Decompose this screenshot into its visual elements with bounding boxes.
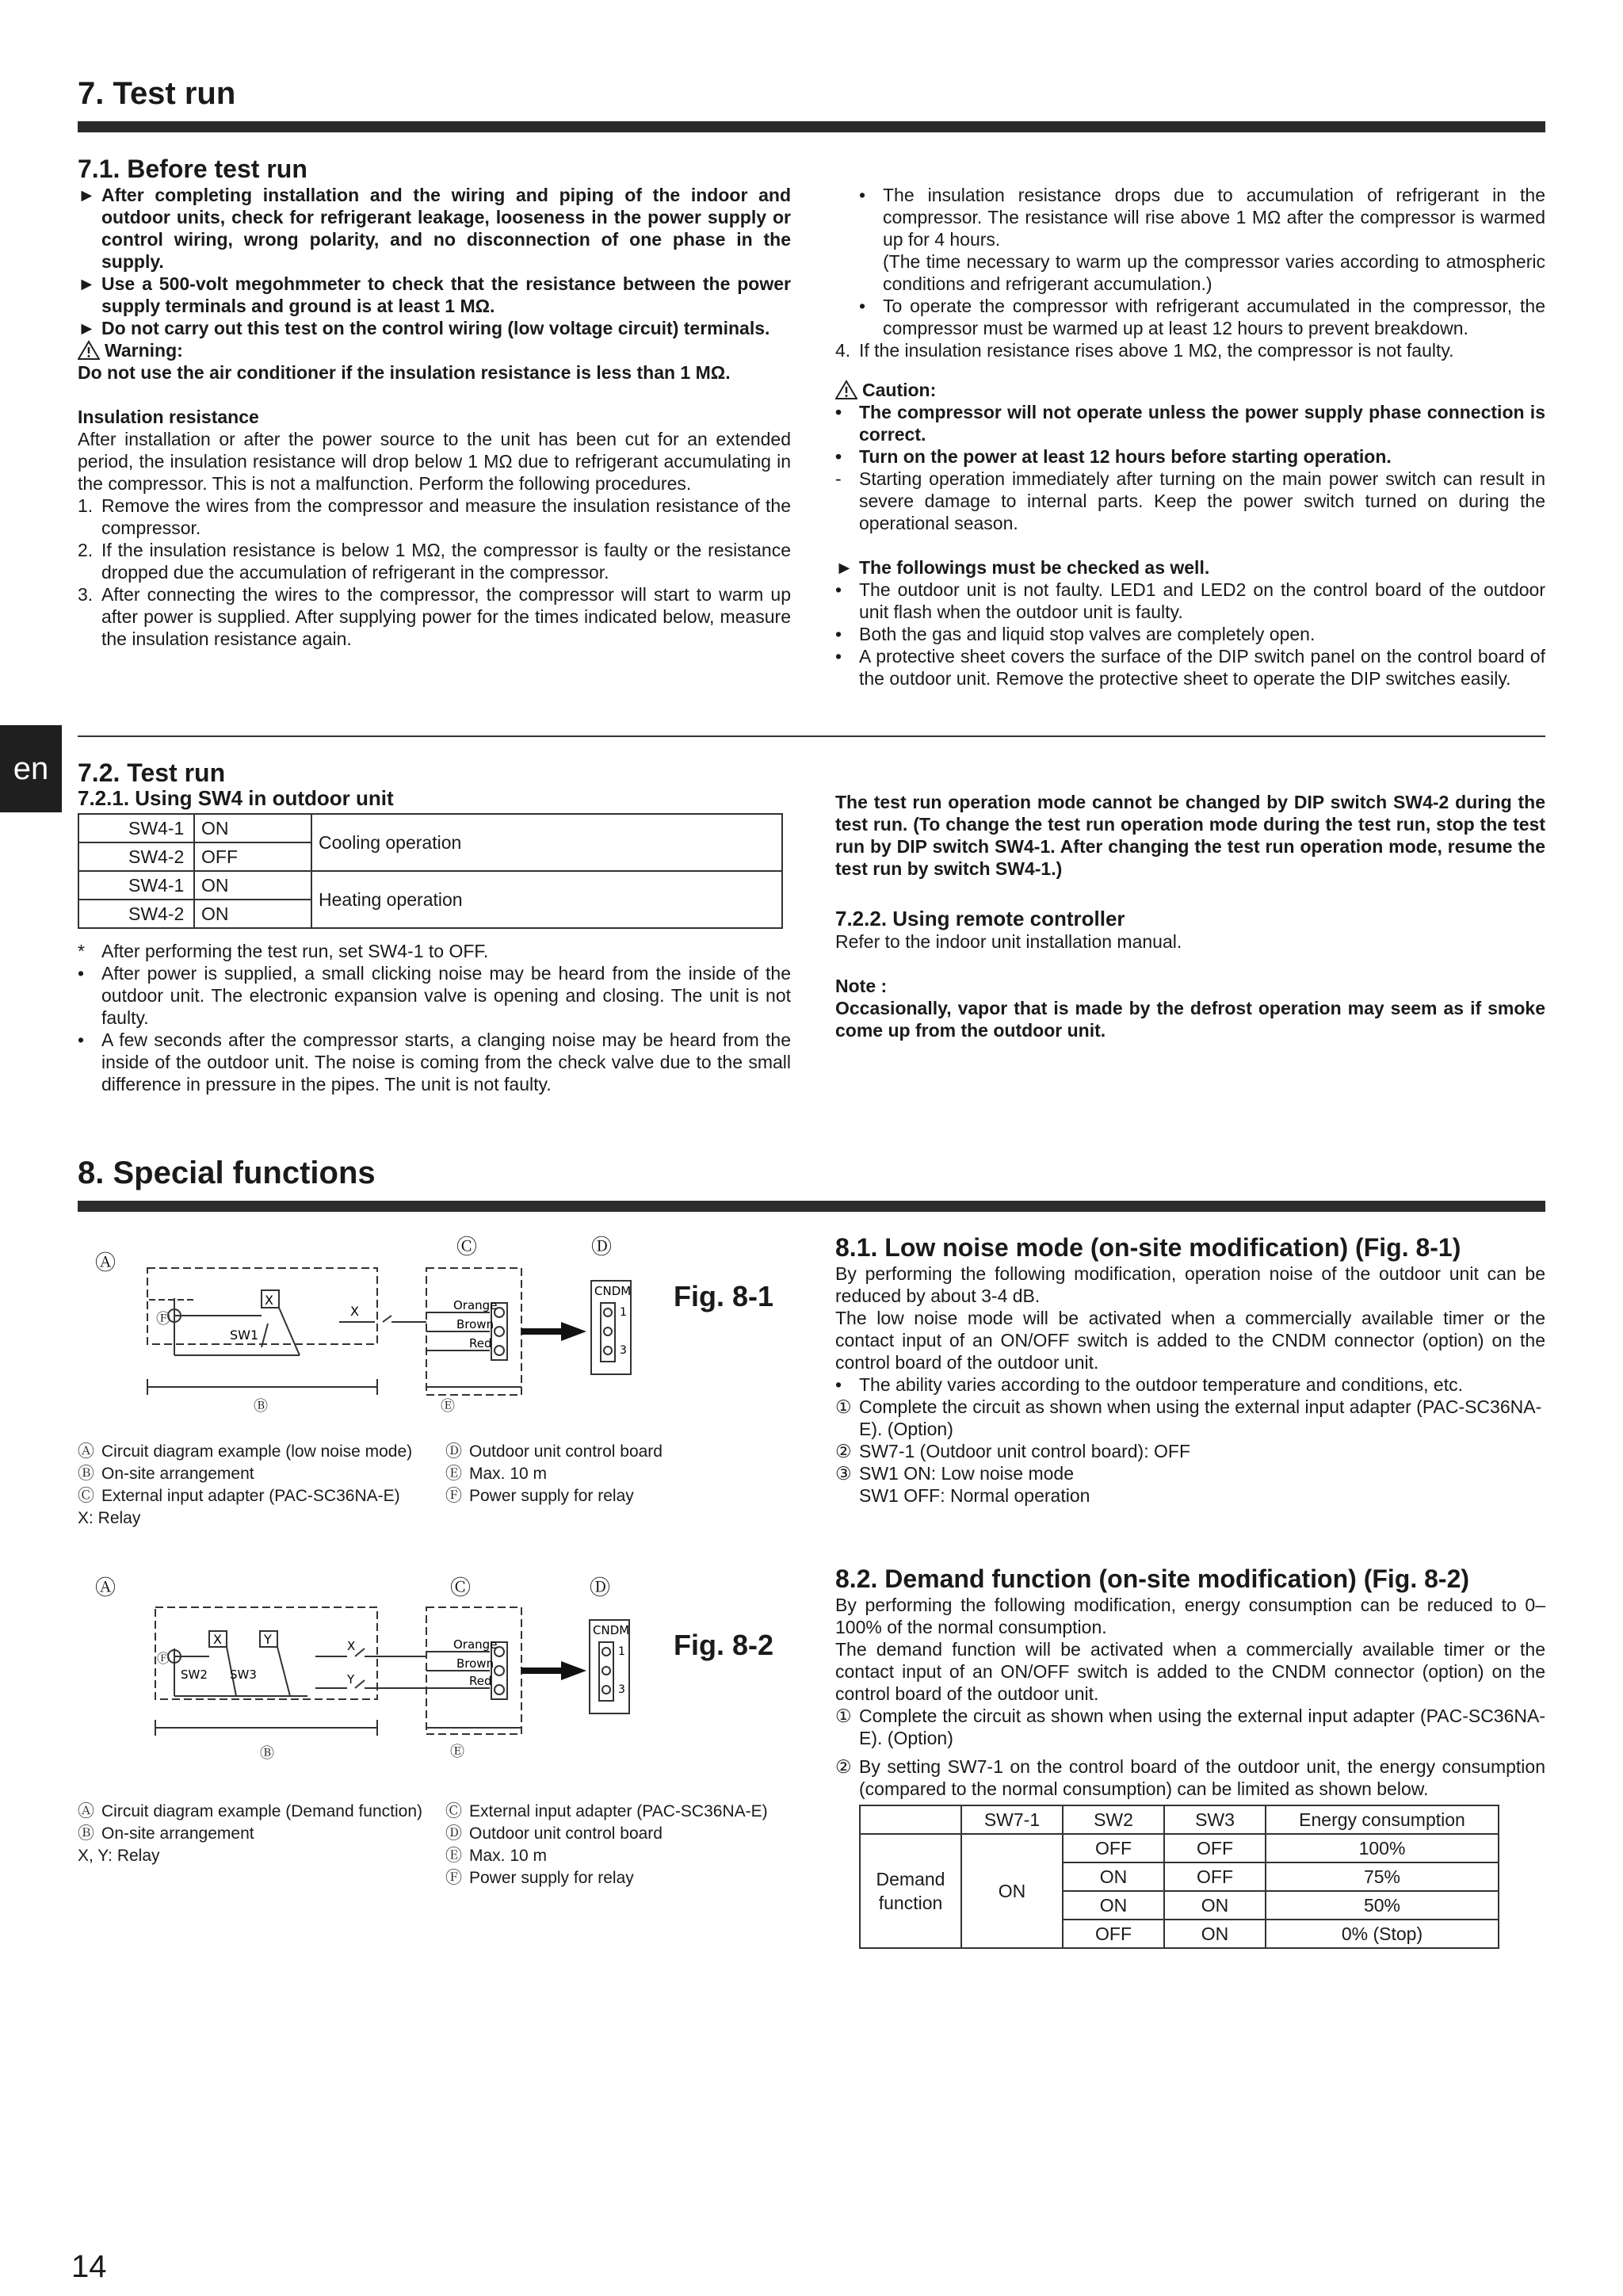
- s721-title: 7.2.1. Using SW4 in outdoor unit: [78, 786, 394, 810]
- caption-text: Power supply for relay: [469, 1869, 634, 1887]
- table-cell: OFF: [194, 842, 311, 871]
- section-8-bar: [78, 1201, 1545, 1212]
- s71-title: 7.1. Before test run: [78, 155, 307, 183]
- caption: [78, 1441, 450, 1463]
- check-item: [835, 579, 1545, 623]
- caution-item: [835, 445, 1545, 468]
- procedure-text: Remove the wires from the compressor and measure the insulation resistance of the compressor.: [101, 495, 791, 538]
- step-marker: ►: [78, 318, 96, 338]
- pin-label: 1: [620, 1306, 627, 1319]
- caution-icon: [835, 380, 857, 400]
- item-text: Complete the circuit as shown when using the external input adapter (PAC-SC36NA-E). (Option): [859, 1396, 1542, 1439]
- item-text: The ability varies according to the outdoor temperature and conditions, etc.: [859, 1374, 1463, 1395]
- caution-marker: •: [835, 402, 842, 422]
- switch-label: SW1: [230, 1328, 259, 1343]
- caption: [78, 1463, 450, 1485]
- caption: [78, 1801, 450, 1823]
- cooling-operation-cell: Cooling operation: [311, 814, 782, 871]
- mark-d: Ⓓ: [590, 1576, 611, 1600]
- caption-text: On-site arrangement: [101, 1824, 254, 1843]
- bullet-item: [859, 295, 1545, 339]
- note-marker: •: [78, 1030, 85, 1050]
- caption: [445, 1485, 794, 1507]
- caption-key: Ⓓ: [445, 1824, 462, 1843]
- caution-heading: [835, 379, 1545, 401]
- warning-text: Do not use the air conditioner if the insulation resistance is less than 1 MΩ.: [78, 362, 731, 383]
- caption: [445, 1867, 794, 1889]
- caption-text: Power supply for relay: [469, 1487, 634, 1505]
- procedure-item: [78, 583, 791, 650]
- item-marker: ①: [835, 1706, 852, 1726]
- relay-y-contact: Y: [347, 1672, 355, 1687]
- note-text: Occasionally, vapor that is made by the defrost operation may seem as if smoke come up from the outdoor unit.: [835, 998, 1545, 1041]
- check-item: [835, 623, 1545, 645]
- caption-text: Max. 10 m: [469, 1465, 548, 1483]
- mark-b: Ⓑ: [260, 1745, 274, 1762]
- caution-marker: •: [835, 446, 842, 467]
- sw2-label: SW2: [181, 1668, 208, 1682]
- table-header: SW7-1: [961, 1805, 1063, 1834]
- mark-e: Ⓔ: [441, 1398, 455, 1415]
- procedure-text: After connecting the wires to the compressor, the compressor will start to warm up after power is supplied. After supplying power for the times indicated below, measure the insulation resistance again.: [101, 584, 791, 649]
- mark-f: Ⓕ: [156, 1311, 170, 1328]
- pin-label: 3: [620, 1344, 627, 1357]
- mark-a: Ⓐ: [95, 1576, 116, 1600]
- procedure-marker: 1.: [78, 495, 94, 516]
- caption-key: Ⓒ: [78, 1487, 94, 1505]
- s722-text: Refer to the indoor unit installation manual.: [835, 931, 1182, 952]
- step-marker: ►: [78, 185, 96, 205]
- note-text: A few seconds after the compressor starts, a clanging noise may be heard from the inside of the outdoor unit. The noise is coming from the check valve due to the small difference in pressure in the pipes. The unit is not faulty.: [101, 1030, 791, 1095]
- caption: [445, 1801, 794, 1823]
- insulation-title: Insulation resistance: [78, 407, 259, 427]
- bullet-marker: [859, 250, 883, 295]
- table-cell: ON: [1164, 1920, 1266, 1948]
- caution-item: [835, 468, 1545, 534]
- arrow-icon: ►: [835, 557, 854, 578]
- procedure-item: [78, 495, 791, 539]
- note-marker: *: [78, 941, 85, 961]
- s71-right-column: [835, 184, 1545, 690]
- s82-p2: The demand function will be activated when a commercially available timer or the contact input of an ON/OFF switch is added to the CNDM connector (option) on the control board of the outdoor unit.: [835, 1639, 1545, 1704]
- step-text: Do not carry out this test on the control wiring (low voltage circuit) terminals.: [101, 318, 770, 338]
- connector-label: CNDM: [593, 1623, 630, 1637]
- check-item: [835, 645, 1545, 690]
- caption: [445, 1845, 794, 1867]
- caption-key: Ⓐ: [78, 1442, 94, 1461]
- s81-item: [835, 1462, 1545, 1484]
- item-text: Complete the circuit as shown when using the external input adapter (PAC-SC36NA-E). (Option): [859, 1706, 1545, 1748]
- caption-text: External input adapter (PAC-SC36NA-E): [469, 1802, 768, 1820]
- procedure-text: If the insulation resistance rises above 1 MΩ, the compressor is not faulty.: [859, 340, 1454, 361]
- bullet-text: (The time necessary to warm up the compressor varies according to atmospheric conditions and refrigerant accumulation.): [883, 251, 1545, 294]
- figure-8-1-label: Fig. 8-1: [674, 1280, 774, 1312]
- bullet-icon: •: [835, 579, 842, 600]
- table-header: SW3: [1164, 1805, 1266, 1834]
- wire-label: Brown: [456, 1317, 495, 1331]
- sw4-table: [78, 813, 783, 929]
- caption-text: Circuit diagram example (low noise mode): [101, 1442, 413, 1461]
- demand-table: [859, 1805, 1499, 1949]
- step-text: Use a 500-volt megohmmeter to check that the resistance between the power supply terminals and ground is at least 1 MΩ.: [101, 273, 791, 316]
- note-item: [78, 1029, 791, 1095]
- table-cell: 100%: [1266, 1834, 1499, 1862]
- bullet-item: [859, 250, 1545, 295]
- item-marker: ①: [835, 1396, 852, 1417]
- figure-8-2: [78, 1569, 807, 1775]
- table-cell: ON: [1164, 1891, 1266, 1920]
- s82-items: [835, 1705, 1545, 1800]
- s71-step: [78, 317, 791, 339]
- warning-icon: [78, 340, 100, 361]
- check-text: A protective sheet covers the surface of the DIP switch panel on the control board of the outdoor unit. Remove the protective sheet to operate the DIP switches easily.: [859, 646, 1545, 689]
- table-row: [78, 814, 782, 842]
- item-marker: ②: [835, 1441, 852, 1461]
- s81-item: [835, 1484, 1545, 1507]
- mark-c: Ⓒ: [450, 1576, 472, 1600]
- table-cell: ON: [194, 900, 311, 928]
- relay-x-contact: X: [347, 1639, 356, 1653]
- table-cell: 75%: [1266, 1862, 1499, 1891]
- relay-label: X: [265, 1293, 273, 1308]
- wire-label: Red: [469, 1674, 492, 1688]
- item-text: SW1 ON: Low noise mode: [859, 1463, 1075, 1484]
- sw71-cell: ON: [961, 1834, 1063, 1948]
- table-row: [860, 1834, 1499, 1862]
- table-cell: OFF: [1164, 1834, 1266, 1862]
- section-7-title: 7. Test run: [78, 76, 236, 111]
- figure-8-1: [78, 1236, 807, 1435]
- caution-text: The compressor will not operate unless the power supply phase connection is correct.: [859, 402, 1545, 445]
- s81-p1: By performing the following modification, operation noise of the outdoor unit can be reduced by about 3-4 dB.: [835, 1263, 1545, 1306]
- insulation-procedures: [78, 495, 791, 650]
- mark-c: Ⓒ: [456, 1236, 478, 1259]
- warning-label: Warning:: [105, 340, 183, 361]
- caution-text: Starting operation immediately after turning on the main power switch can result in severe damage to internal parts. Keep the power switch turned on during the operational season.: [859, 468, 1545, 533]
- wire-label: Orange: [453, 1637, 498, 1652]
- bullet-icon: •: [835, 646, 842, 667]
- caption-key: Ⓑ: [78, 1824, 94, 1843]
- caution-item: [835, 401, 1545, 445]
- s81-item: [835, 1373, 1545, 1396]
- table-header: SW2: [1063, 1805, 1164, 1834]
- check-heading: [835, 556, 1545, 579]
- procedure-item: [78, 539, 791, 583]
- mark-d: Ⓓ: [591, 1236, 613, 1259]
- caption-text: External input adapter (PAC-SC36NA-E): [101, 1487, 400, 1505]
- bullet-marker: •: [859, 185, 866, 205]
- s71-step: [78, 273, 791, 317]
- table-header: [860, 1805, 961, 1834]
- caption-key: Ⓔ: [445, 1847, 462, 1865]
- s71-step: [78, 184, 791, 273]
- item-text: SW1 OFF: Normal operation: [859, 1485, 1090, 1506]
- page-number: 14: [71, 2249, 107, 2284]
- table-header: Energy consumption: [1266, 1805, 1499, 1834]
- pin-label: 3: [618, 1683, 625, 1696]
- warning-heading: [78, 339, 791, 361]
- table-cell: SW4-1: [78, 871, 194, 900]
- item-marker: [835, 1484, 859, 1507]
- note-item: [78, 962, 791, 1029]
- fig1-captions-right: [445, 1441, 794, 1507]
- s82-title: 8.2. Demand function (on-site modification) (Fig. 8-2): [835, 1564, 1470, 1593]
- caution-text: Turn on the power at least 12 hours before starting operation.: [859, 446, 1392, 467]
- table-cell: SW4-2: [78, 842, 194, 871]
- caution-marker: -: [835, 468, 842, 489]
- note-item: [78, 940, 791, 962]
- check-items: [835, 579, 1545, 690]
- table-cell: ON: [194, 814, 311, 842]
- section-divider: [78, 735, 1545, 737]
- s81-p2: The low noise mode will be activated when a commercially available timer or the contact input of an ON/OFF switch is added to the CNDM connector (option) on the control board of the outdoor unit.: [835, 1308, 1545, 1373]
- test-mode-note: The test run operation mode cannot be changed by DIP switch SW4-2 during the test run. (To change the test run operation mode during the test run, stop the test run by DIP switch SW4-1. After changing the test run operation mode, resume the test run by switch SW4-1.): [835, 792, 1545, 879]
- caption-key: Ⓓ: [445, 1442, 462, 1461]
- item-text: By setting SW7-1 on the control board of the outdoor unit, the energy consumption (compared to the normal consumption) can be limited as shown below.: [859, 1756, 1545, 1799]
- procedure-marker: 3.: [78, 584, 94, 605]
- procedure-marker: 2.: [78, 540, 94, 560]
- caption-text: Outdoor unit control board: [469, 1824, 663, 1843]
- note-text: After performing the test run, set SW4-1 to OFF.: [101, 941, 489, 961]
- figure-8-2-label: Fig. 8-2: [674, 1629, 774, 1661]
- table-row: [78, 871, 782, 900]
- table-cell: SW4-1: [78, 814, 194, 842]
- procedure-text: If the insulation resistance is below 1 MΩ, the compressor is faulty or the resistance dropped due the accumulation of refrigerant in the compressor.: [101, 540, 791, 583]
- relay-note: X: Relay: [78, 1509, 141, 1527]
- s72-title: 7.2. Test run: [78, 758, 226, 787]
- wire-label: Red: [469, 1336, 492, 1350]
- caption-text: Outdoor unit control board: [469, 1442, 663, 1461]
- mark-e: Ⓔ: [450, 1744, 464, 1760]
- table-cell: OFF: [1063, 1920, 1164, 1948]
- step-marker: ►: [78, 273, 96, 294]
- caption-key: Ⓔ: [445, 1465, 462, 1483]
- bullet-text: The insulation resistance drops due to accumulation of refrigerant in the compressor. The resistance will rise above 1 MΩ after the compressor is warmed up for 4 hours.: [883, 185, 1545, 250]
- caption-text: Max. 10 m: [469, 1847, 548, 1865]
- check-text: The outdoor unit is not faulty. LED1 and LED2 on the control board of the outdoor unit flash when the outdoor unit is faulty.: [859, 579, 1545, 622]
- s82-p1: By performing the following modification, energy consumption can be reduced to 0–100% of the normal consumption.: [835, 1595, 1545, 1637]
- item-marker: ③: [835, 1463, 852, 1484]
- s71-steps: [78, 184, 791, 339]
- table-cell: OFF: [1063, 1834, 1164, 1862]
- wire-label: Brown: [456, 1656, 495, 1671]
- table-cell: OFF: [1164, 1862, 1266, 1891]
- section-8-title: 8. Special functions: [78, 1156, 376, 1190]
- relay-note: X, Y: Relay: [78, 1847, 160, 1865]
- caption: [445, 1441, 794, 1463]
- pin-label: 1: [618, 1645, 625, 1658]
- s82-item: [835, 1755, 1545, 1800]
- step-text: After completing installation and the wiring and piping of the indoor and outdoor units, check for refrigerant leakage, looseness in the power supply or control wiring, wrong polarity, and no disconnection of one phase in the supply.: [101, 185, 791, 272]
- caption-text: On-site arrangement: [101, 1465, 254, 1483]
- language-tab: en: [0, 725, 62, 812]
- fig2-captions-left: [78, 1801, 450, 1867]
- caption: [78, 1485, 450, 1507]
- resistance-bullets: [835, 184, 1545, 339]
- table-cell: ON: [1063, 1891, 1164, 1920]
- caption: [78, 1823, 450, 1845]
- table-cell: ON: [1063, 1862, 1164, 1891]
- caption-key: Ⓕ: [445, 1487, 462, 1505]
- s81-title: 8.1. Low noise mode (on-site modification) (Fig. 8-1): [835, 1233, 1461, 1262]
- caption: [445, 1823, 794, 1845]
- bullet-marker: •: [859, 296, 866, 316]
- bullet-icon: •: [835, 624, 842, 644]
- heating-operation-cell: Heating operation: [311, 871, 782, 928]
- caption-key: Ⓐ: [78, 1802, 94, 1820]
- check-title: The followings must be checked as well.: [859, 557, 1210, 578]
- table-cell: 0% (Stop): [1266, 1920, 1499, 1948]
- s72-left-column: [78, 758, 791, 1095]
- circuit-diagram-8-1: [78, 1236, 807, 1435]
- item-marker: ②: [835, 1756, 852, 1777]
- item-text: SW7-1 (Outdoor unit control board): OFF: [859, 1441, 1190, 1461]
- caption-key: Ⓕ: [445, 1869, 462, 1887]
- s81-item: [835, 1396, 1545, 1440]
- item-marker: •: [835, 1374, 842, 1395]
- check-text: Both the gas and liquid stop valves are completely open.: [859, 624, 1316, 644]
- mark-f: Ⓕ: [157, 1651, 170, 1666]
- sw3-label: SW3: [230, 1668, 257, 1682]
- procedure-marker: 4.: [835, 340, 851, 361]
- caption-key: Ⓑ: [78, 1465, 94, 1483]
- wire-label: Orange: [453, 1298, 498, 1312]
- caption-key: Ⓒ: [445, 1802, 462, 1820]
- relay-x-label: X: [213, 1632, 222, 1647]
- s71-left-column: [78, 154, 791, 650]
- demand-function-cell: Demand function: [860, 1834, 961, 1948]
- note-marker: •: [78, 963, 85, 984]
- connector-label: CNDM: [594, 1284, 632, 1298]
- bullet-text: To operate the compressor with refrigerant accumulated in the compressor, the compressor must be warmed up at least 12 hours to prevent breakdown.: [883, 296, 1545, 338]
- s72-notes: [78, 940, 791, 1095]
- s72-right-column: [835, 791, 1545, 1041]
- table-header-row: [860, 1805, 1499, 1834]
- bullet-item: [859, 184, 1545, 250]
- mark-a: Ⓐ: [95, 1251, 116, 1275]
- fig2-captions-right: [445, 1801, 794, 1889]
- table-cell: ON: [194, 871, 311, 900]
- table-cell: SW4-2: [78, 900, 194, 928]
- caption-text: Circuit diagram example (Demand function): [101, 1802, 422, 1820]
- relay-contact-label: X: [350, 1304, 359, 1319]
- section-7-bar: [78, 121, 1545, 132]
- caution-label: Caution:: [862, 380, 937, 400]
- caution-items: [835, 401, 1545, 534]
- s81-item: [835, 1440, 1545, 1462]
- circuit-diagram-8-2: [78, 1569, 807, 1775]
- s722-title: 7.2.2. Using remote controller: [835, 907, 1125, 930]
- procedure-item-4: [835, 339, 1545, 361]
- note-text: After power is supplied, a small clicking noise may be heard from the inside of the outdoor unit. The electronic expansion valve is opening and closing. The unit is not faulty.: [101, 963, 791, 1028]
- s82-column: [835, 1564, 1545, 1949]
- caption: [445, 1463, 794, 1485]
- note-label: Note :: [835, 976, 888, 996]
- s82-item: [835, 1705, 1545, 1749]
- s81-items: [835, 1373, 1545, 1507]
- insulation-text: After installation or after the power source to the unit has been cut for an extended period, the insulation resistance will drop below 1 MΩ due to refrigerant accumulating in the compressor. This is not a malfunction. Perform the following procedures.: [78, 429, 791, 494]
- mark-b: Ⓑ: [254, 1398, 268, 1415]
- fig1-captions-left: [78, 1441, 450, 1530]
- relay-y-label: Y: [264, 1632, 272, 1647]
- s81-column: [835, 1232, 1545, 1507]
- table-cell: 50%: [1266, 1891, 1499, 1920]
